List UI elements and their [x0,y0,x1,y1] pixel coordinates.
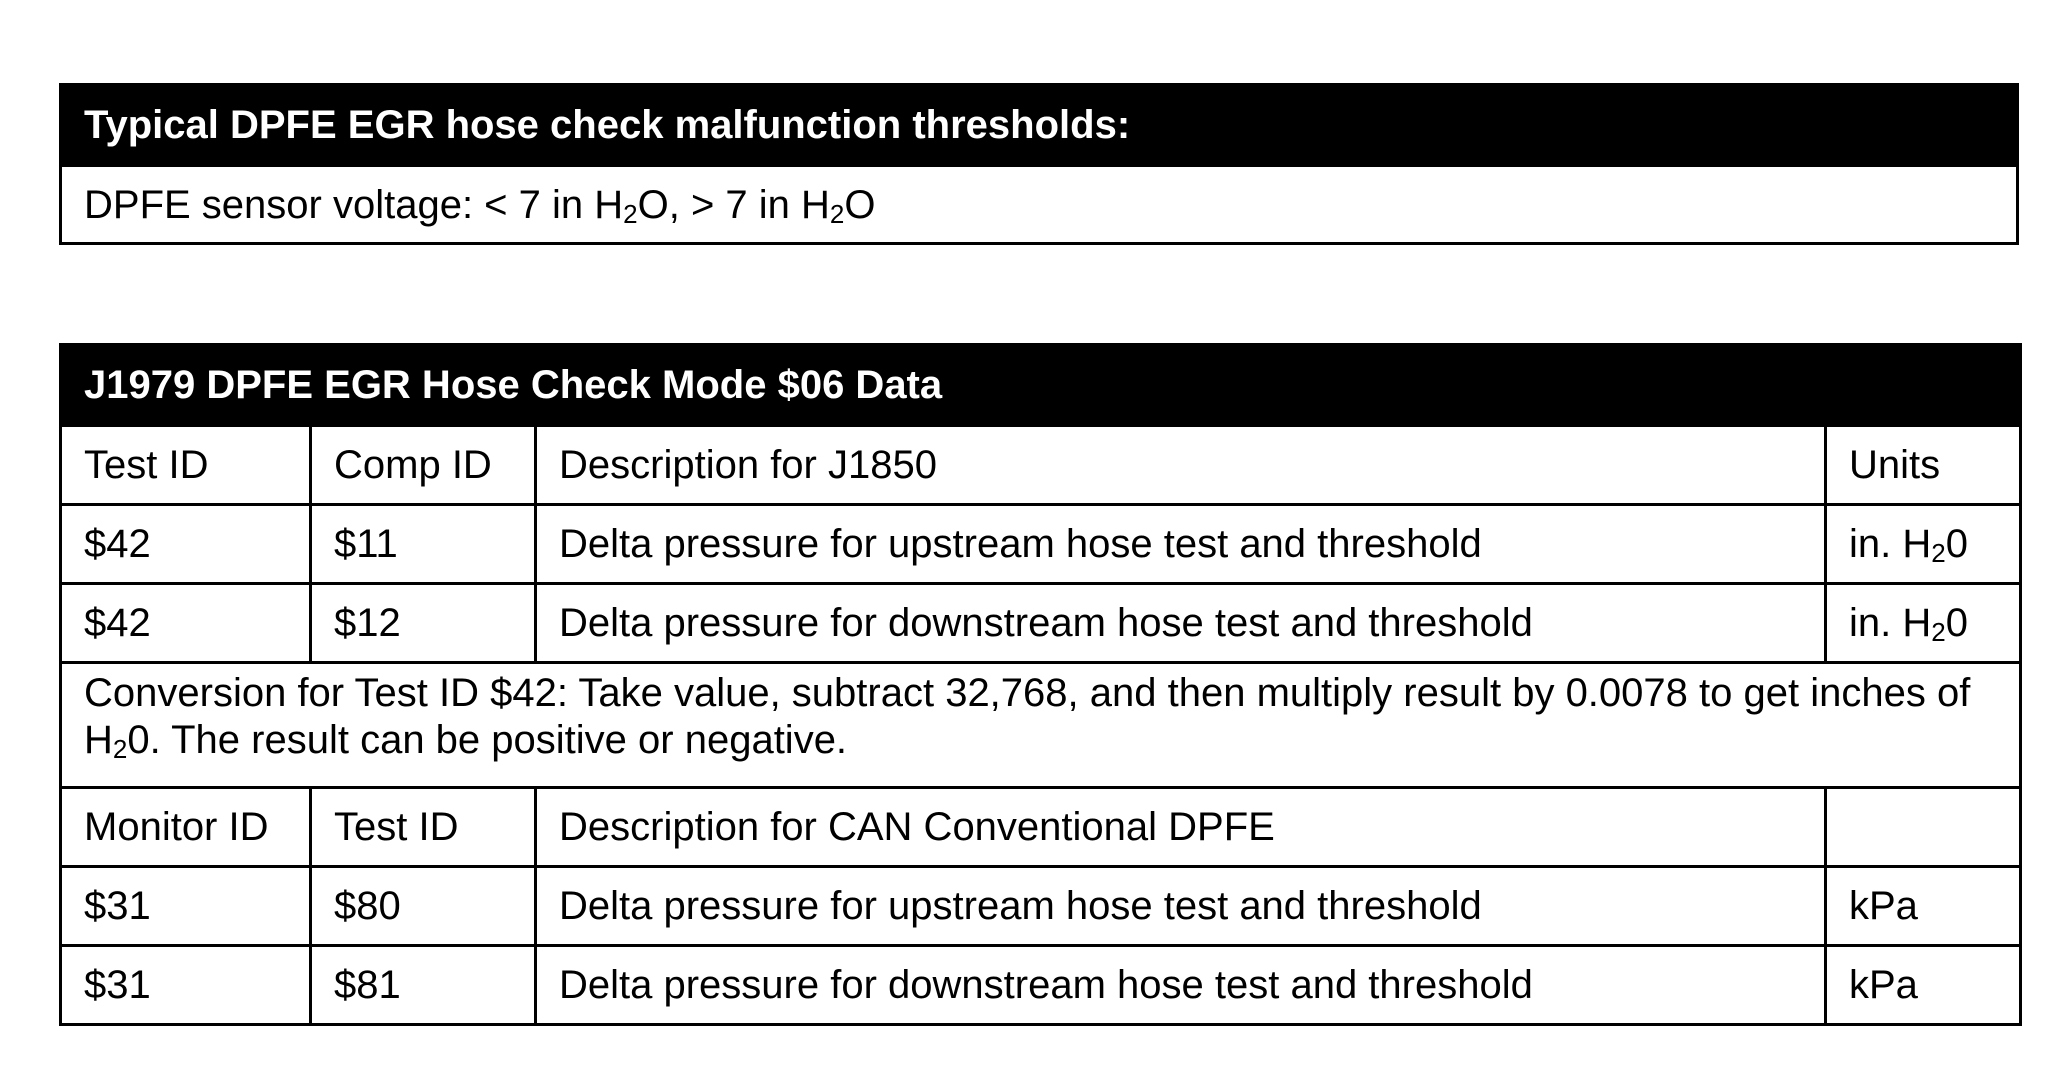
column-header: Monitor ID [61,788,311,867]
table-row [61,867,2021,946]
threshold-line [61,166,2018,244]
conversion-note-prefix: Conversion for Test ID $42: Take value, subtract 32,768, and then multiply result by 0.0078 to get inches of H [84,671,1971,762]
column-header: Test ID [61,426,311,505]
comp-id-cell: $12 [311,584,536,663]
mode06-table [59,343,2022,1026]
comp-id-cell: $11 [311,505,536,584]
description-cell: Delta pressure for upstream hose test and threshold [536,505,1826,584]
threshold-text-suffix: O [844,182,876,227]
column-header: Description for CAN Conventional DPFE [536,788,1826,867]
mode06-title: J1979 DPFE EGR Hose Check Mode $06 Data [61,345,2021,426]
column-header: Description for J1850 [536,426,1826,505]
units-cell: kPa [1826,946,2021,1025]
threshold-text-middle: O, > 7 in H [637,182,830,227]
conversion-note-suffix: 0. The result can be positive or negative. [127,718,848,762]
units-cell: kPa [1826,867,2021,946]
test-id-cell: $81 [311,946,536,1025]
description-cell: Delta pressure for upstream hose test and threshold [536,867,1826,946]
test-id-cell: $80 [311,867,536,946]
test-id-cell: $42 [61,584,311,663]
conversion-note-sub: 2 [112,734,128,764]
column-header: Comp ID [311,426,536,505]
threshold-sub-1: 2 [623,198,638,229]
description-cell: Delta pressure for downstream hose test and threshold [536,946,1826,1025]
unit-text: in. H [1849,601,1932,645]
unit-sub: 2 [1931,617,1946,647]
mode06-title-row [61,345,2021,426]
threshold-text-prefix: DPFE sensor voltage: < 7 in H [84,182,624,227]
unit-text-post: 0 [1945,522,1968,566]
description-cell: Delta pressure for downstream hose test and threshold [536,584,1826,663]
units-cell [1826,505,2021,584]
threshold-header-row [61,85,2018,166]
j1850-header-row [61,426,2021,505]
test-id-cell: $42 [61,505,311,584]
conversion-note [61,663,2021,788]
units-cell [1826,584,2021,663]
table-row [61,505,2021,584]
threshold-table [59,83,2019,245]
table-row [61,584,2021,663]
column-header [1826,788,2021,867]
monitor-id-cell: $31 [61,867,311,946]
unit-sub: 2 [1931,538,1946,568]
column-header: Test ID [311,788,536,867]
column-header: Units [1826,426,2021,505]
monitor-id-cell: $31 [61,946,311,1025]
conversion-note-row [61,663,2021,788]
threshold-sub-2: 2 [829,198,845,229]
threshold-title: Typical DPFE EGR hose check malfunction thresholds: [61,85,2018,166]
can-header-row [61,788,2021,867]
threshold-body-row [61,166,2018,244]
unit-text-post: 0 [1945,601,1968,645]
table-row [61,946,2021,1025]
unit-text: in. H [1849,522,1932,566]
